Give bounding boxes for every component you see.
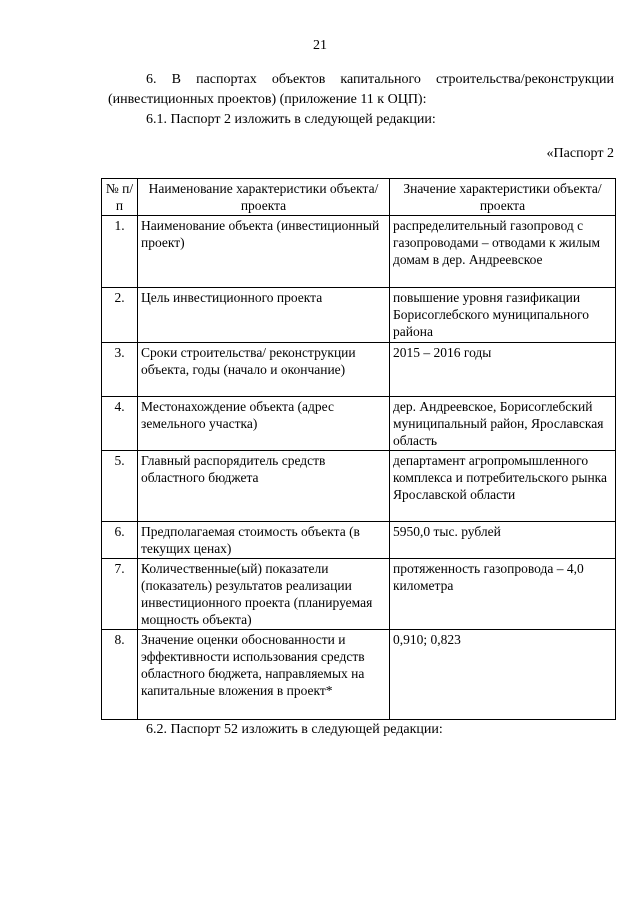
table-row [102,522,616,559]
row-name: Предполагаемая стоимость объекта (в текущих ценах) [138,522,390,559]
row-value: 5950,0 тыс. рублей [390,522,616,559]
table-row [102,451,616,522]
table-header-row [102,179,616,216]
row-number: 8. [102,630,138,720]
row-value: протяженность газопровода – 4,0 километра [390,559,616,630]
row-value: департамент агропромышленного комплекса и потребительского рынка Ярославской области [390,451,616,522]
header-value: Значение характеристики объекта/проекта [390,179,616,216]
row-name: Значение оценки обоснованности и эффективности использования средств областного бюджета, направляемых на капитальные вложения в проект* [138,630,390,720]
row-name: Наименование объекта (инвестиционный проект) [138,216,390,288]
passport-heading: «Паспорт 2 [546,146,614,161]
table-row [102,343,616,397]
header-number: № п/п [102,179,138,216]
row-number: 2. [102,288,138,343]
page-number: 21 [313,38,327,53]
row-value: повышение уровня газификации Борисоглебского муниципального района [390,288,616,343]
row-value: 2015 – 2016 годы [390,343,616,397]
table-row [102,216,616,288]
row-value: 0,910; 0,823 [390,630,616,720]
row-number: 5. [102,451,138,522]
row-value: дер. Андреевское, Борисоглебский муниципальный район, Ярославская область [390,397,616,451]
row-number: 6. [102,522,138,559]
paragraph-6-2: 6.2. Паспорт 52 изложить в следующей редакции: [146,722,443,737]
row-number: 7. [102,559,138,630]
row-name: Количественные(ый) показатели (показатель) результатов реализации инвестиционного проекта (планируемая мощность объекта) [138,559,390,630]
row-value: распределительный газопровод с газопроводами – отводами к жилым домам в дер. Андреевское [390,216,616,288]
paragraph-6: 6. В паспортах объектов капитального строительства/реконструкции (инвестиционных проектов) (приложение 11 к ОЦП): [108,72,614,107]
table-row [102,630,616,720]
row-name: Цель инвестиционного проекта [138,288,390,343]
row-name: Местонахождение объекта (адрес земельного участка) [138,397,390,451]
row-number: 4. [102,397,138,451]
row-name: Главный распорядитель средств областного бюджета [138,451,390,522]
row-number: 1. [102,216,138,288]
header-name: Наименование характеристики объекта/проекта [138,179,390,216]
row-number: 3. [102,343,138,397]
table-row [102,397,616,451]
row-name: Сроки строительства/ реконструкции объекта, годы (начало и окончание) [138,343,390,397]
table-row [102,559,616,630]
paragraph-6-1: 6.1. Паспорт 2 изложить в следующей редакции: [146,112,436,127]
table-row [102,288,616,343]
passport-table [101,178,616,720]
